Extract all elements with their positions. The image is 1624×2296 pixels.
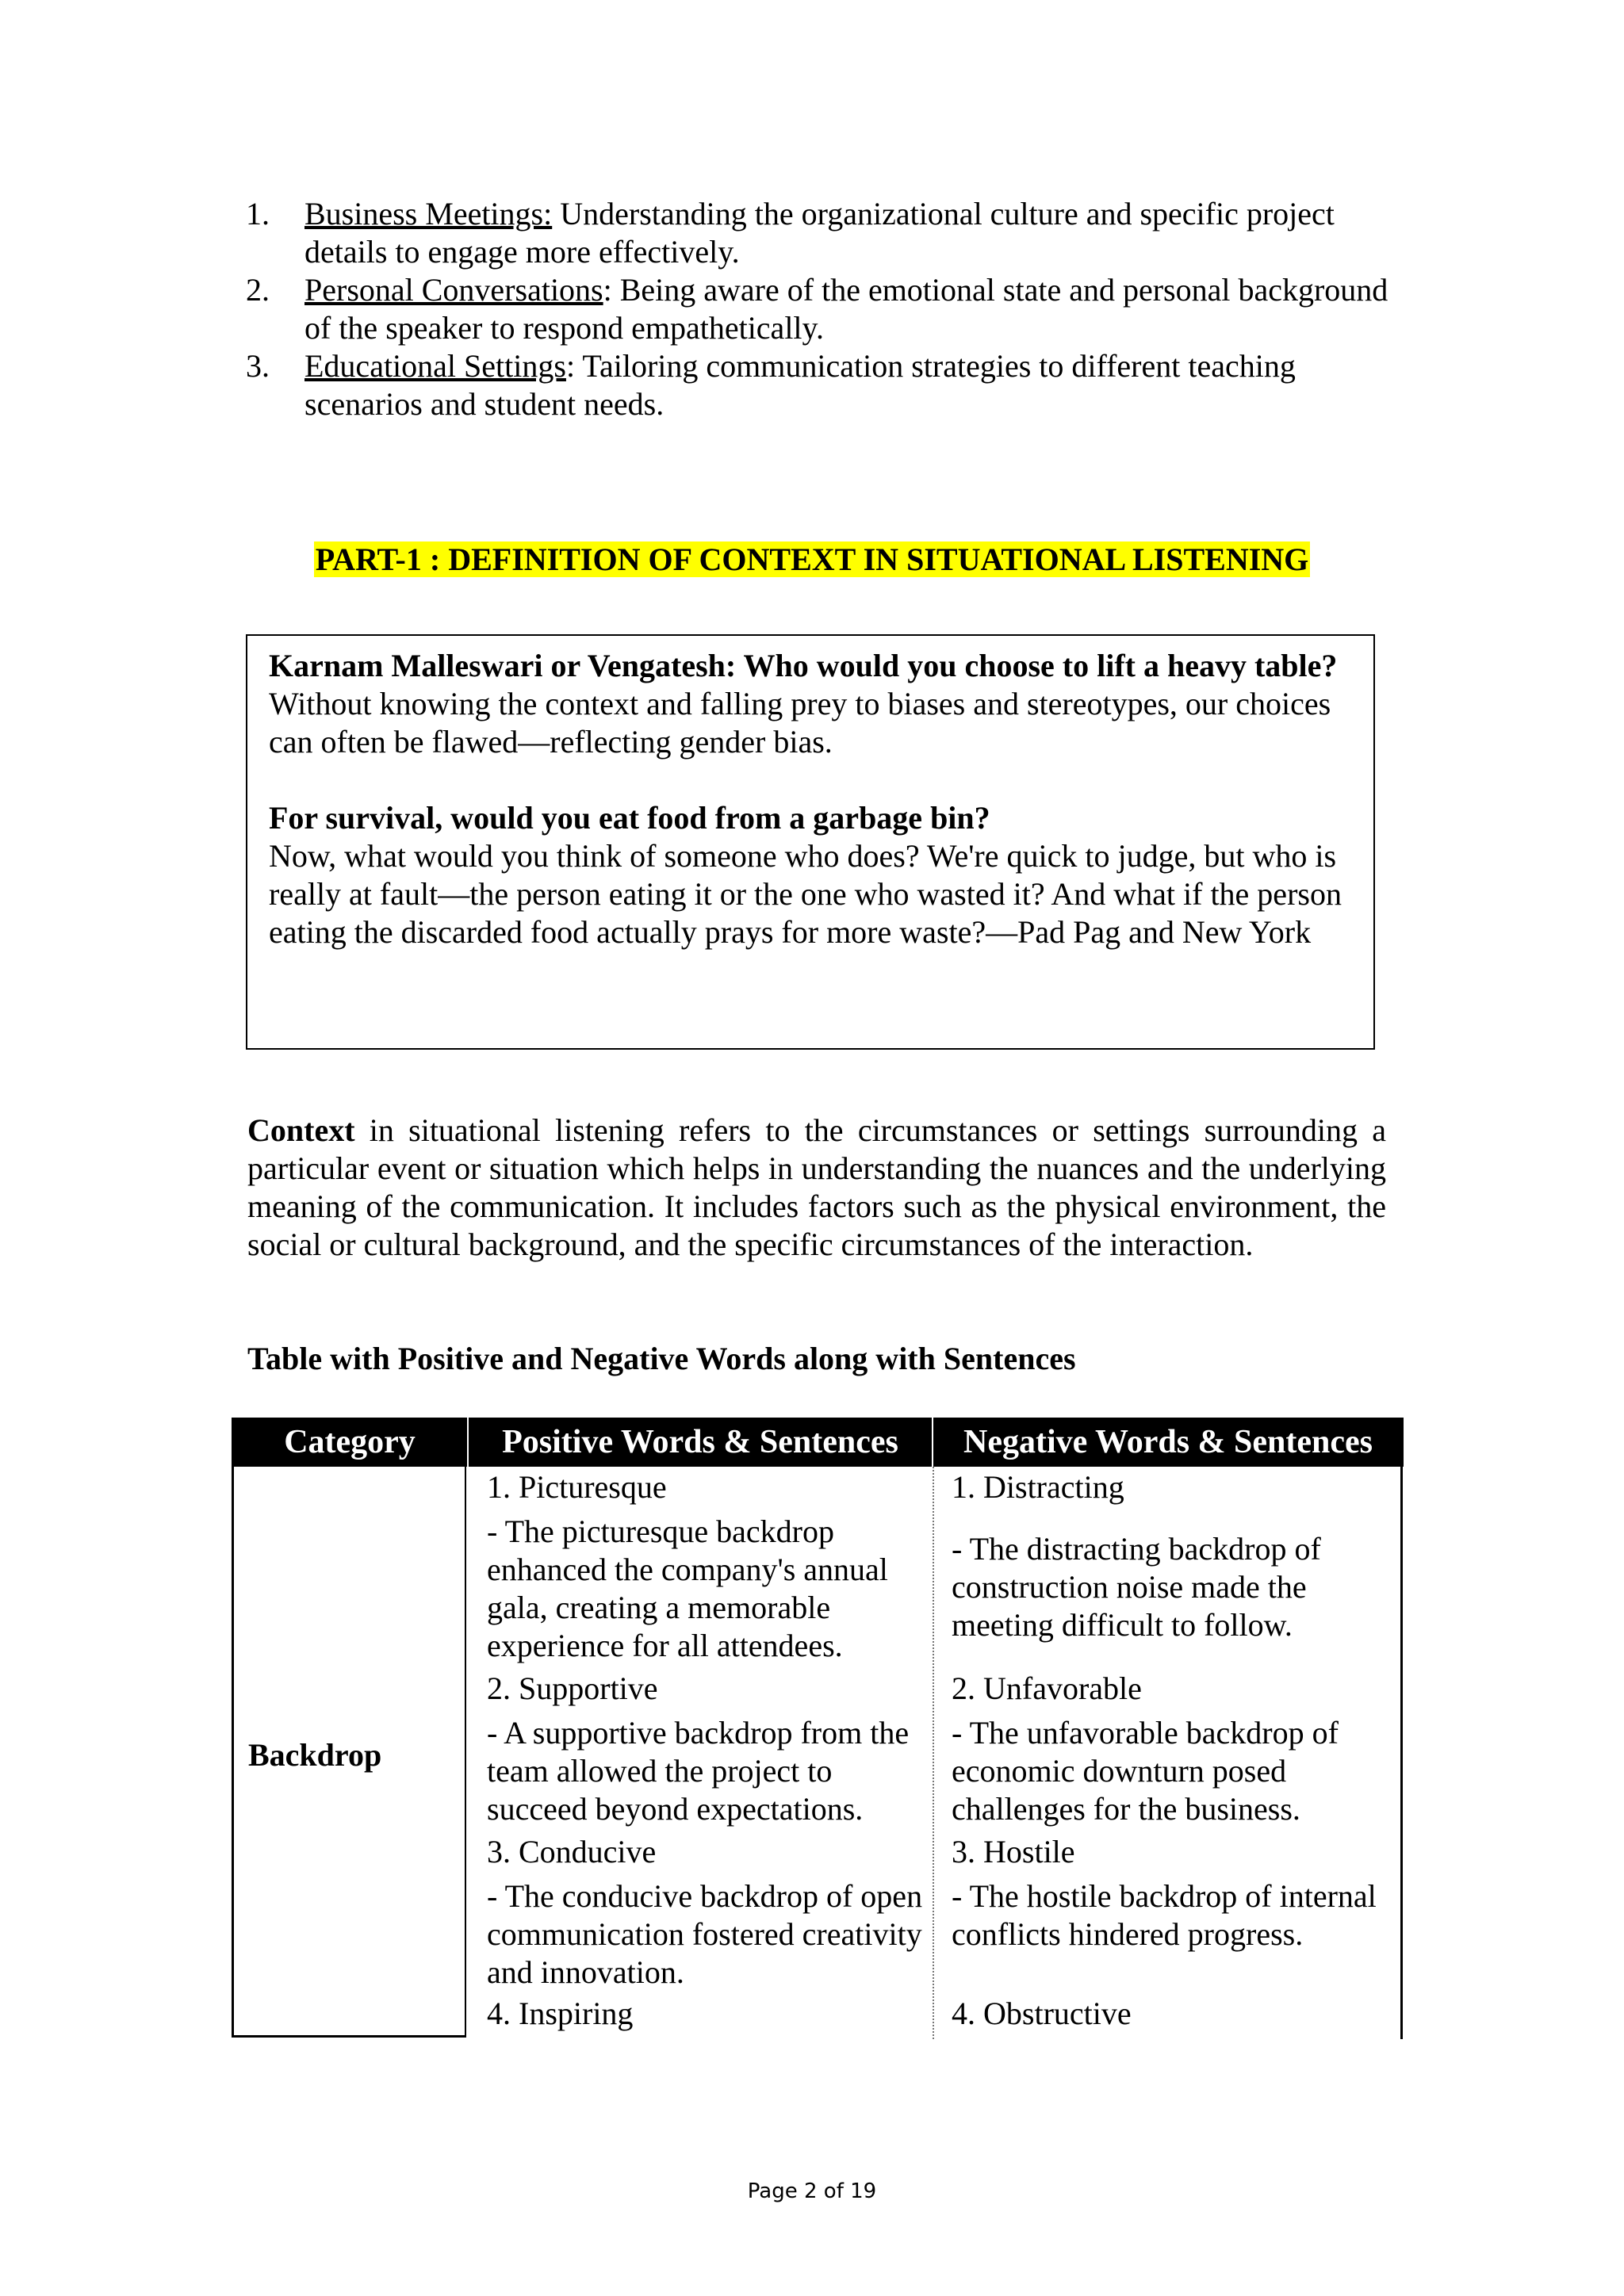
box-answer-1: Without knowing the context and falling prey to biases and stereotypes, our choices can often be flawed—reflecting gender bias. xyxy=(269,686,1331,760)
header-positive: Positive Words & Sentences xyxy=(502,1424,898,1460)
list-number: 1. xyxy=(246,196,270,232)
list-text: : Tailoring communication strategies to different teaching scenarios and student needs. xyxy=(304,348,1296,422)
list-text: Understanding the organizational culture and specific project details to engage more effectively. xyxy=(304,196,1335,270)
list-term: Business Meetings: xyxy=(304,196,553,232)
table-caption: Table with Positive and Negative Words along with Sentences xyxy=(247,1341,1076,1376)
context-paragraph xyxy=(247,1112,1386,1264)
list-number: 3. xyxy=(246,348,270,384)
intro-numbered-list xyxy=(246,195,1396,423)
header-category: Category xyxy=(284,1424,416,1460)
box-question-1: Karnam Malleswari or Vengatesh: Who would you choose to lift a heavy table? xyxy=(269,648,1338,683)
list-term: Educational Settings xyxy=(304,348,566,384)
column-divider xyxy=(933,1467,934,2039)
category-cell xyxy=(232,1467,466,2038)
list-number: 2. xyxy=(246,272,270,308)
positive-sentence: - A supportive backdrop from the team allowed the project to succeed beyond expectations. xyxy=(487,1715,910,1827)
negative-sentence: - The distracting backdrop of construction noise made the meeting difficult to follow. xyxy=(952,1531,1321,1643)
box-spacer xyxy=(269,761,1350,799)
positive-word: 3. Conducive xyxy=(487,1834,657,1869)
negative-word: 2. Unfavorable xyxy=(952,1670,1142,1706)
positive-word: 4. Inspiring xyxy=(487,1996,634,2031)
header-divider xyxy=(467,1418,469,1467)
table-body xyxy=(232,1467,1404,2039)
category-label: Backdrop xyxy=(248,1737,382,1773)
negative-word: 4. Obstructive xyxy=(952,1996,1132,2031)
list-term: Personal Conversations xyxy=(304,272,603,308)
negative-word: 1. Distracting xyxy=(952,1469,1124,1505)
table-right-border xyxy=(1400,1467,1403,2039)
header-negative: Negative Words & Sentences xyxy=(963,1424,1373,1460)
list-item xyxy=(246,347,1396,423)
list-item xyxy=(246,195,1396,271)
negative-sentence: - The hostile backdrop of internal conflicts hindered progress. xyxy=(952,1878,1377,1952)
negative-word: 3. Hostile xyxy=(952,1834,1075,1869)
list-item xyxy=(246,271,1396,347)
table-header-row xyxy=(232,1418,1404,1467)
negative-sentence: - The unfavorable backdrop of economic downturn posed challenges for the business. xyxy=(952,1715,1339,1827)
page-number-footer: Page 2 of 19 xyxy=(747,2179,877,2203)
context-lead: Context xyxy=(247,1112,355,1148)
positive-sentence: - The picturesque backdrop enhanced the company's annual gala, creating a memorable experience for all attendees. xyxy=(487,1513,888,1663)
header-divider xyxy=(932,1418,933,1467)
positive-word: 1. Picturesque xyxy=(487,1469,667,1505)
positive-sentence: - The conducive backdrop of open communication fostered creativity and innovation. xyxy=(487,1878,923,1990)
box-question-2: For survival, would you eat food from a garbage bin? xyxy=(269,800,990,836)
context-text: in situational listening refers to the circumstances or settings surrounding a particular event or situation which helps in understanding the nuances and the underlying meaning of the communication. It includes factors such as the physical environment, the social or cultural background, and the specific circumstances of the interaction. xyxy=(247,1112,1386,1262)
list-text: : Being aware of the emotional state and personal background of the speaker to respond empathetically. xyxy=(304,272,1388,346)
box-answer-2: Now, what would you think of someone who does? We're quick to judge, but who is really at fault—the person eating it or the one who wasted it? And what if the person eating the discarded food actually prays for more waste?—Pad Pag and New York xyxy=(269,838,1342,950)
part-heading-text: PART-1 : DEFINITION OF CONTEXT IN SITUATIONAL LISTENING xyxy=(315,541,1309,577)
positive-word: 2. Supportive xyxy=(487,1670,658,1706)
part-heading xyxy=(0,539,1624,580)
question-box xyxy=(246,634,1375,1050)
